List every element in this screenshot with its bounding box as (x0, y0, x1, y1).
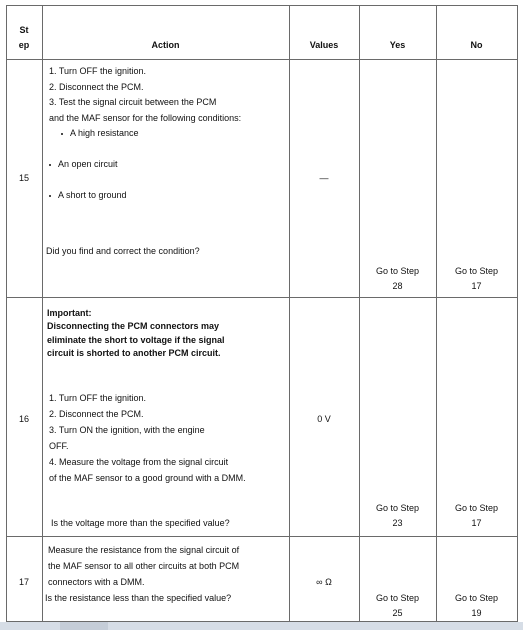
no-step-number[interactable]: 17 (471, 518, 482, 528)
action-question: Did you find and correct the condition? (46, 246, 200, 256)
action-text: and the MAF sensor for the following conditions: (49, 113, 242, 123)
column-divider (359, 5, 360, 622)
action-item: 2. Disconnect the PCM. (49, 82, 144, 92)
diagnostic-table (6, 5, 518, 622)
column-divider (289, 5, 290, 622)
yes-link[interactable]: Go to Step (375, 266, 420, 276)
header-yes: Yes (389, 40, 406, 50)
yes-link[interactable]: Go to Step (375, 503, 420, 513)
table-border-top (6, 5, 518, 6)
header-step-line2: ep (18, 40, 30, 50)
row-divider (6, 536, 518, 537)
header-no: No (470, 40, 483, 50)
action-item: 2. Disconnect the PCM. (49, 409, 144, 419)
header-action: Action (151, 40, 180, 50)
yes-link[interactable]: Go to Step (375, 593, 420, 603)
action-question: Is the voltage more than the specified value? (51, 518, 230, 528)
yes-step-number[interactable]: 25 (392, 608, 403, 618)
action-item: 1. Turn OFF the ignition. (49, 66, 147, 76)
table-border-right (517, 5, 518, 622)
important-text: circuit is shorted to another PCM circuit. (47, 348, 221, 358)
condition-bullet: A high resistance (61, 128, 139, 139)
step-value: ∞ Ω (316, 577, 332, 587)
column-divider (436, 5, 437, 622)
no-step-number[interactable]: 17 (471, 281, 482, 291)
no-step-number[interactable]: 19 (471, 608, 482, 618)
action-item: 3. Test the signal circuit between the PCM (49, 97, 217, 107)
yes-step-number[interactable]: 23 (392, 518, 403, 528)
bullet-icon (61, 133, 63, 135)
step-number: 17 (18, 577, 29, 587)
important-text: eliminate the short to voltage if the signal (47, 335, 225, 345)
important-text: Disconnecting the PCM connectors may (47, 321, 220, 331)
condition-bullet: A short to ground (49, 190, 127, 201)
column-divider (42, 5, 43, 622)
action-text: the MAF sensor to all other circuits at both PCM (48, 561, 240, 571)
important-label: Important: (47, 308, 92, 318)
horizontal-scrollbar[interactable] (0, 622, 523, 630)
step-value: — (319, 173, 329, 183)
no-link[interactable]: Go to Step (454, 503, 499, 513)
scrollbar-thumb[interactable] (60, 622, 108, 630)
row-divider (6, 59, 518, 60)
row-divider (6, 297, 518, 298)
table-border-left (6, 5, 7, 622)
header-step-line1: St (19, 25, 29, 35)
action-item: 4. Measure the voltage from the signal circuit (49, 457, 229, 467)
bullet-icon (49, 164, 51, 166)
action-item: OFF. (49, 441, 69, 451)
step-number: 15 (18, 173, 29, 183)
header-values: Values (309, 40, 339, 50)
bullet-icon (49, 195, 51, 197)
no-link[interactable]: Go to Step (454, 593, 499, 603)
action-text: Measure the resistance from the signal circuit of (48, 545, 240, 555)
action-item: of the MAF sensor to a good ground with a DMM. (49, 473, 246, 483)
step-value: 0 V (317, 414, 331, 424)
action-item: 3. Turn ON the ignition, with the engine (49, 425, 205, 435)
step-number: 16 (18, 414, 29, 424)
yes-step-number[interactable]: 28 (392, 281, 403, 291)
action-item: 1. Turn OFF the ignition. (49, 393, 147, 403)
condition-bullet: An open circuit (49, 159, 118, 170)
no-link[interactable]: Go to Step (454, 266, 499, 276)
action-question: Is the resistance less than the specified value? (45, 593, 232, 603)
action-text: connectors with a DMM. (48, 577, 145, 587)
